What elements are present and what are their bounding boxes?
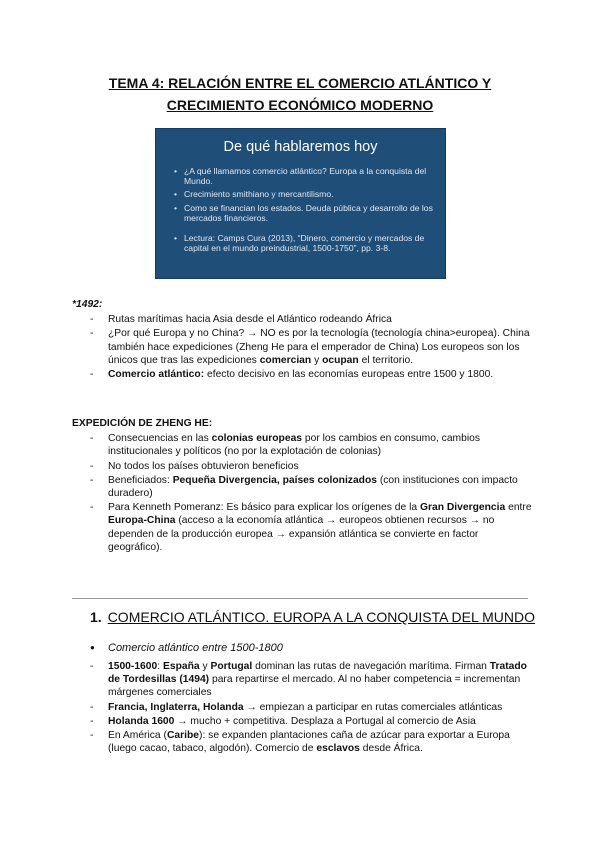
slide-image [155,128,446,279]
subheading-bullet [90,641,283,655]
slide-heading: De qué hablaremos hoy [223,139,378,155]
list-chapter-1 [72,660,532,755]
section-heading-1492: *1492: [72,299,103,310]
list-item: - 1500-1600: España y Portugal dominan las rutas de navegación marítima. Firman Tratado de Tordesillas (1494) para repartirse el mercado. Al no haber competencia = incrementan márgenes comerciales [72,660,532,700]
chapter-heading [90,608,535,626]
list-item: - Beneficiados: Pequeña Divergencia, países colonizados (con instituciones con impacto duradero) [72,474,532,500]
list-1492 [72,313,532,381]
chapter-number: 1. [90,609,102,625]
section-heading-zheng-he: EXPEDICIÓN DE ZHENG HE: [72,418,213,429]
list-item: - Rutas marítimas hacia Asia desde el Atlántico rodeando África [72,313,532,326]
list-item: - Francia, Inglaterra, Holanda → empiezan a participar en rutas comerciales atlánticas [72,701,532,714]
list-item: - Para Kenneth Pomeranz: Es básico para explicar los orígenes de la Gran Divergencia entre Europa-China (acceso a la economía atlántica → europeos obtienen recursos → no dependen de la producción europea → expansión atlántica se convierte en factor geográfico). [72,501,532,554]
title-line-2: CRECIMIENTO ECONÓMICO MODERNO [166,97,434,113]
subheading-text: Comercio atlántico entre 1500-1800 [108,642,283,654]
title-line-1: TEMA 4: RELACIÓN ENTRE EL COMERCIO ATLÁNTICO Y [108,75,492,91]
slide-bullet-list [174,166,436,256]
chapter-title: COMERCIO ATLÁNTICO. EUROPA A LA CONQUISTA DEL MUNDO [107,609,536,625]
list-item: - No todos los países obtuvieron beneficios [72,460,532,473]
list-item: - Comercio atlántico: efecto decisivo en las economías europeas entre 1500 y 1800. [72,368,532,381]
list-zheng-he [72,432,532,554]
slide-bullet: • Crecimiento smithiano y mercantilismo. [174,189,436,199]
slide-bullet: • Como se financian los estados. Deuda pública y desarrollo de los mercados financieros. [174,203,436,223]
page-title [60,72,540,116]
section-zheng-he [72,417,532,554]
section-chapter-1 [72,658,532,755]
list-item: - ¿Por qué Europa y no China? → NO es por la tecnología (tecnología china>europea). China también hace expediciones (Zheng He para el emperador de China) Los europeos son los únicos que tras las expediciones comercian y ocupan el territorio. [72,327,532,367]
horizontal-divider [72,598,528,599]
section-1492 [72,298,532,381]
list-item: - Consecuencias en las colonias europeas por los cambios en consumo, cambios institucionales y políticos (no por la explotación de colonias) [72,432,532,458]
list-item: - Holanda 1600 → mucho + competitiva. Desplaza a Portugal al comercio de Asia [72,715,532,728]
slide-bullet: • ¿A qué llamamos comercio atlántico? Europa a la conquista del Mundo. [174,166,436,186]
list-item: - En América (Caribe): se expanden plantaciones caña de azúcar para exportar a Europa (luego cacao, tabaco, algodón). Comercio de esclavos desde África. [72,729,532,755]
slide-bullet: • Lectura: Camps Cura (2013), “Dinero, comercio y mercados de capital en el mundo preindustrial, 1500-1750”, pp. 3-8. [174,233,436,253]
